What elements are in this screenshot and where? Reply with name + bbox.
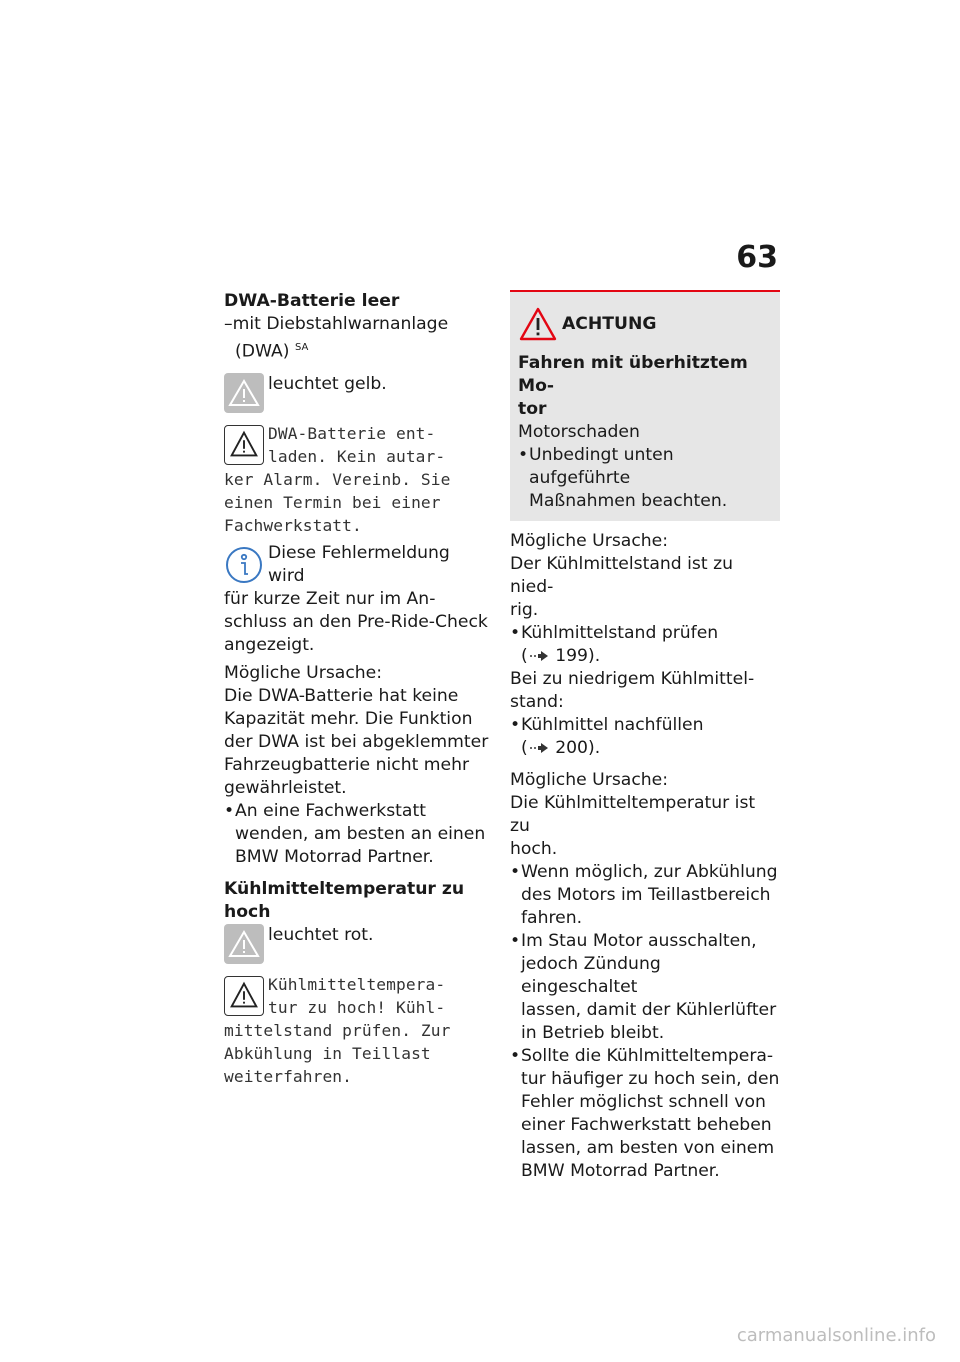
page-reference-arrow-icon bbox=[528, 650, 550, 662]
right-column bbox=[510, 290, 780, 1183]
warning-label: ACHTUNG bbox=[562, 314, 657, 334]
coolant-msg-line-5: weiterfahren. bbox=[224, 1066, 352, 1086]
coolant-msg-line-4: Abkühlung in Teillast bbox=[224, 1043, 431, 1063]
cause1-action-1: • Kühlmittelstand prüfen ( 199). bbox=[510, 622, 780, 668]
cause1-low-2: stand: bbox=[510, 692, 564, 712]
dwa-display-message bbox=[224, 422, 490, 537]
warning-consequence: Motorschaden bbox=[518, 422, 640, 442]
dwa-msg-line-3: ker Alarm. Vereinb. Sie bbox=[224, 469, 451, 489]
cause2-b3-line-1: Sollte die Kühlmitteltempera- bbox=[521, 1046, 774, 1066]
dwa-cause-line-5: gewährleistet. bbox=[224, 777, 347, 798]
cause2-label: Mögliche Ursache: bbox=[510, 770, 669, 790]
warning-lamp-icon bbox=[224, 373, 264, 413]
watermark: carmanualsonline.info bbox=[736, 1325, 936, 1346]
dwa-info-line-3: schluss an den Pre-Ride-Check bbox=[224, 611, 488, 632]
dwa-action-line-1: An eine Fachwerkstatt bbox=[235, 800, 426, 821]
coolant-heading: Kühlmitteltemperatur zu hoch bbox=[224, 878, 465, 922]
dwa-info-line-1: Diese Fehlermeldung wird bbox=[268, 542, 450, 586]
dwa-info bbox=[224, 542, 490, 657]
sa-marker: SA bbox=[294, 342, 309, 353]
dwa-action-bullet: • An eine Fachwerkstatt wenden, am besten an einen BMW Motorrad Partner. bbox=[224, 800, 490, 869]
dwa-subline-1: –mit Diebstahlwarnanlage bbox=[224, 314, 449, 334]
coolant-msg-line-1: Kühlmitteltempera- bbox=[268, 974, 446, 994]
dwa-msg-line-4: einen Termin bei einer bbox=[224, 492, 441, 512]
cause2-b3-line-4: einer Fachwerkstatt beheben bbox=[521, 1115, 772, 1135]
cause1-text-2: rig. bbox=[510, 600, 539, 620]
cause1-text-1: Der Kühlmittelstand ist zu nied- bbox=[510, 554, 734, 597]
cause1-ref-1-text: 199). bbox=[555, 646, 601, 666]
dwa-action-line-2: wenden, am besten an einen bbox=[235, 823, 486, 844]
warning-header bbox=[518, 306, 772, 342]
cause2-b2-line-2: jedoch Zündung eingeschaltet bbox=[521, 954, 661, 997]
cause2-b3-line-6: BMW Motorrad Partner. bbox=[521, 1161, 720, 1181]
display-warning-icon bbox=[224, 976, 264, 1016]
cause1-ref-1[interactable]: ( 199). bbox=[521, 646, 601, 666]
cause2-b3-line-3: Fehler möglichst schnell von bbox=[521, 1092, 766, 1112]
dwa-msg-line-2: laden. Kein autar- bbox=[268, 446, 446, 466]
cause1-ref-2-text: 200). bbox=[555, 738, 601, 758]
cause2-bullet-3: • Sollte die Kühlmitteltempera- tur häufiger zu hoch sein, den Fehler möglichst schnell von einer Fachwerkstatt beheben lassen, am besten von einem BMW Motorrad Partner. bbox=[510, 1046, 780, 1181]
dwa-subline-2 bbox=[224, 336, 490, 364]
dwa-cause-line-3: der DWA ist bei abgeklemmter bbox=[224, 731, 489, 752]
cause1-action-2: • Kühlmittel nachfüllen ( 200). bbox=[510, 714, 780, 760]
cause2-b2-line-3: lassen, damit der Kühlerlüfter bbox=[521, 1000, 777, 1020]
cause1-low-1: Bei zu niedrigem Kühlmittel- bbox=[510, 669, 755, 689]
coolant-msg-line-2: tur zu hoch! Kühl- bbox=[268, 997, 446, 1017]
dwa-cause-line-1: Die DWA-Batterie hat keine bbox=[224, 685, 459, 706]
warning-title-2: tor bbox=[518, 399, 547, 419]
cause1-action-1-text: Kühlmittelstand prüfen bbox=[521, 623, 719, 643]
dwa-cause-label: Mögliche Ursache: bbox=[224, 662, 383, 683]
warning-bullet-line-1: Unbedingt unten aufgeführte bbox=[529, 445, 674, 488]
cause2-b1-line-2: des Motors im Teillastbereich bbox=[521, 885, 771, 905]
cause2-b1-line-3: fahren. bbox=[521, 908, 583, 928]
dwa-action-line-3: BMW Motorrad Partner. bbox=[235, 846, 434, 867]
dwa-msg-line-5: Fachwerkstatt. bbox=[224, 515, 362, 535]
left-column bbox=[224, 290, 490, 1088]
cause1-action-2-text: Kühlmittel nachfüllen bbox=[521, 715, 704, 735]
page-reference-arrow-icon bbox=[528, 742, 550, 754]
display-warning-icon bbox=[224, 425, 264, 465]
cause2-b2-line-1: Im Stau Motor ausschalten, bbox=[521, 931, 757, 951]
dwa-lamp-text: leuchtet gelb. bbox=[268, 373, 387, 394]
warning-lamp-icon bbox=[224, 924, 264, 964]
coolant-display-message bbox=[224, 973, 490, 1088]
cause2-text-1: Die Kühlmitteltemperatur ist zu bbox=[510, 793, 756, 836]
dwa-heading: DWA-Batterie leer bbox=[224, 291, 400, 311]
dwa-cause-line-2: Kapazität mehr. Die Funktion bbox=[224, 708, 473, 729]
cause1-label: Mögliche Ursache: bbox=[510, 531, 669, 551]
cause2-text-2: hoch. bbox=[510, 839, 558, 859]
coolant-msg-line-3: mittelstand prüfen. Zur bbox=[224, 1020, 451, 1040]
coolant-lamp-row bbox=[224, 924, 490, 964]
dwa-abbrev: (DWA) bbox=[235, 341, 290, 362]
dwa-info-line-4: angezeigt. bbox=[224, 634, 315, 655]
warning-bullet: • Unbedingt unten aufgeführte Maßnahmen beachten. bbox=[518, 444, 772, 513]
cause2-bullet-1: • Wenn möglich, zur Abkühlung des Motors im Teillastbereich fahren. bbox=[510, 861, 780, 930]
warning-title-1: Fahren mit überhitztem Mo- bbox=[518, 353, 748, 396]
cause2-b3-line-2: tur häufiger zu hoch sein, den bbox=[521, 1069, 780, 1089]
cause1-ref-2[interactable]: ( 200). bbox=[521, 738, 601, 758]
cause2-b1-line-1: Wenn möglich, zur Abkühlung bbox=[521, 862, 778, 882]
dwa-lamp-row bbox=[224, 373, 490, 413]
cause2-b3-line-5: lassen, am besten von einem bbox=[521, 1138, 775, 1158]
warning-triangle-icon bbox=[518, 306, 558, 342]
dwa-cause-line-4: Fahrzeugbatterie nicht mehr bbox=[224, 754, 470, 775]
page-number: 63 bbox=[736, 240, 778, 275]
info-icon bbox=[224, 545, 264, 585]
warning-bullet-line-2: Maßnahmen beachten. bbox=[529, 491, 728, 511]
cause2-bullet-2: • Im Stau Motor ausschalten, jedoch Zündung eingeschaltet lassen, damit der Kühlerlüfter in Betrieb bleibt. bbox=[510, 930, 780, 1045]
cause2-b2-line-4: in Betrieb bleibt. bbox=[521, 1023, 665, 1043]
dwa-msg-line-1: DWA-Batterie ent- bbox=[268, 423, 436, 443]
dwa-info-line-2: für kurze Zeit nur im An- bbox=[224, 588, 436, 609]
warning-box bbox=[510, 290, 780, 521]
coolant-lamp-text: leuchtet rot. bbox=[268, 924, 374, 945]
